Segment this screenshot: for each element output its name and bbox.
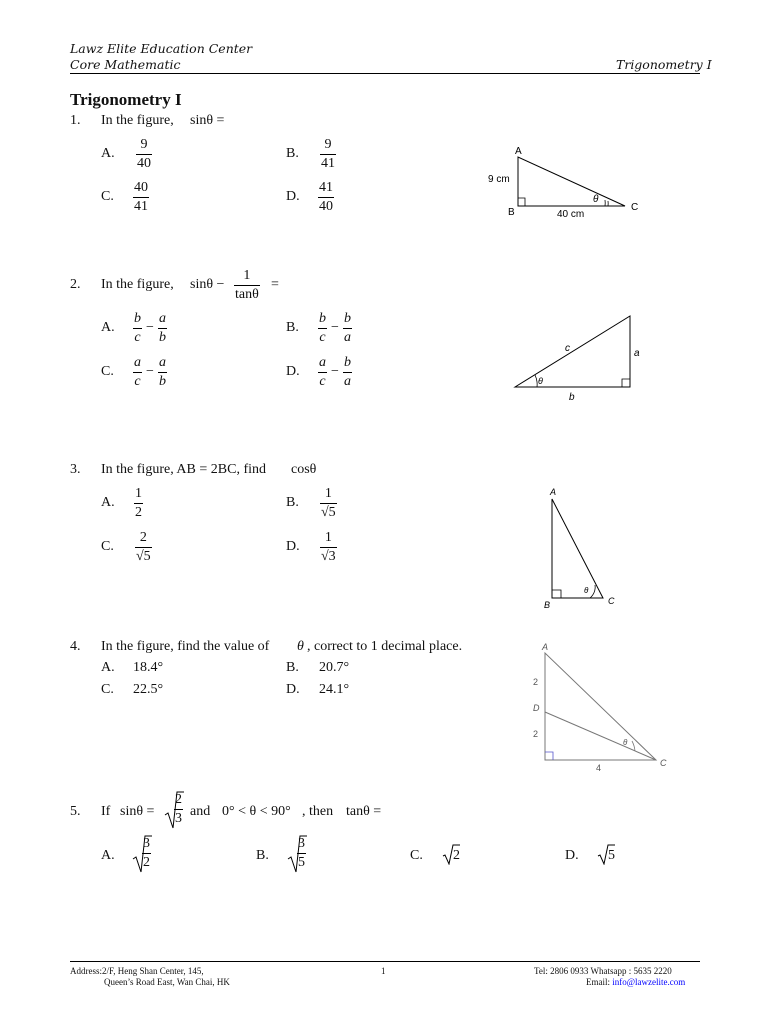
q2-triangle-figure: [505, 310, 655, 405]
q2-option-b-frac2: b a: [344, 311, 351, 345]
q2-option-a-op: −: [146, 320, 154, 335]
q3-option-d-label: D.: [286, 539, 300, 554]
q1-side-bc: 40 cm: [557, 209, 585, 220]
q2-number: 2.: [70, 277, 81, 292]
q2-option-c-frac2: a b: [159, 355, 166, 389]
page-title: Trigonometry I: [70, 90, 182, 109]
q5-option-d-label: D.: [565, 848, 579, 863]
q4-triangle-figure: [525, 638, 675, 773]
q1-option-a-label: A.: [101, 146, 115, 161]
q4-stem: In the figure, find the value of: [101, 639, 270, 654]
q4-option-b-label: B.: [286, 660, 299, 675]
q5-option-a-label: A.: [101, 848, 115, 863]
footer-address-line2: Queen’s Road East, Wan Chai, HK: [104, 977, 230, 987]
q2-side-a: a: [634, 348, 640, 359]
q1-angle-theta: θ: [593, 194, 599, 205]
q5-option-b: 3 5: [298, 836, 305, 870]
q2-side-c: c: [565, 343, 570, 354]
q5-option-d: 5: [608, 848, 615, 863]
q2-expr-right: =: [271, 277, 279, 292]
q3-option-a-label: A.: [101, 495, 115, 510]
q4-option-a-label: A.: [101, 660, 115, 675]
q3-number: 3.: [70, 462, 81, 477]
q3-expr: cosθ: [291, 462, 317, 477]
q5-number: 5.: [70, 804, 81, 819]
header-rule: [70, 73, 700, 74]
q2-option-d-frac1: a c: [319, 355, 326, 389]
q4-vertex-d: D: [533, 703, 540, 713]
q5-option-a: 3 2: [143, 836, 150, 870]
q2-option-d-label: D.: [286, 364, 300, 379]
q4-side-ad: 2: [533, 677, 539, 687]
q3-option-c: 2 √5: [136, 530, 151, 564]
q1-side-ab: 9 cm: [488, 174, 510, 185]
q4-option-d-label: D.: [286, 682, 300, 697]
q4-option-b: 20.7°: [319, 660, 350, 675]
q1-expr: sinθ =: [190, 113, 225, 128]
q4-side-bc: 4: [596, 763, 602, 773]
q4-number: 4.: [70, 639, 81, 654]
q5-option-c: 2: [453, 848, 460, 863]
footer-email-label: Email:: [586, 977, 610, 987]
q4-vertex-a: A: [542, 642, 549, 652]
q4-option-a: 18.4°: [133, 660, 164, 675]
q3-vertex-b: B: [544, 600, 551, 610]
q3-vertex-c: C: [608, 596, 615, 606]
q3-angle-theta: θ: [584, 586, 589, 595]
q3-option-b-label: B.: [286, 495, 299, 510]
q4-side-db: 2: [533, 729, 539, 739]
q2-option-b-frac1: b c: [319, 311, 326, 345]
q2-option-b-label: B.: [286, 320, 299, 335]
q3-option-d: 1 √3: [321, 530, 336, 564]
footer-phone: Tel: 2806 0933 Whatsapp : 5635 2220: [534, 966, 672, 976]
q1-vertex-c: C: [631, 202, 639, 213]
q1-vertex-b: B: [508, 207, 515, 218]
q2-angle-theta: θ: [538, 376, 543, 386]
q1-triangle-figure: [480, 140, 680, 225]
q5-then: , then: [302, 804, 334, 819]
q3-option-b: 1 √5: [321, 486, 336, 520]
q2-option-d-frac2: b a: [344, 355, 351, 389]
q4-stem-tail: , correct to 1 decimal place.: [307, 639, 463, 654]
q1-vertex-a: A: [515, 146, 522, 157]
q2-stem: In the figure,: [101, 277, 174, 292]
q4-option-c: 22.5°: [133, 682, 164, 697]
q4-theta: θ: [297, 639, 304, 654]
q2-expr-frac: 1 tanθ: [235, 268, 259, 302]
q1-option-c: 40 41: [134, 180, 148, 214]
q1-option-c-label: C.: [101, 189, 114, 204]
q1-number: 1.: [70, 113, 81, 128]
q2-option-a-frac1: b c: [134, 311, 141, 345]
q1-option-d: 41 40: [319, 180, 333, 214]
q5-and: and: [190, 804, 211, 819]
q2-option-c-label: C.: [101, 364, 114, 379]
footer-rule: [70, 961, 700, 962]
q2-option-c-op: −: [146, 364, 154, 379]
q3-option-c-label: C.: [101, 539, 114, 554]
footer-email: [586, 976, 685, 988]
q2-option-c-frac1: a c: [134, 355, 141, 389]
footer-email-link[interactable]: info@lawzelite.com: [612, 977, 686, 987]
q3-triangle-figure: [535, 482, 625, 612]
q3-option-a: 1 2: [135, 486, 142, 520]
q4-vertex-c: C: [660, 758, 667, 768]
q2-side-b: b: [569, 392, 575, 403]
q1-stem: In the figure,: [101, 113, 174, 128]
footer-page-number: 1: [381, 966, 386, 976]
q2-option-d-op: −: [331, 364, 339, 379]
course-name: Core Mathematic: [70, 57, 181, 72]
q5-condition: 0° < θ < 90°: [222, 804, 291, 819]
q4-angle-theta: θ: [623, 738, 628, 747]
q2-expr-left: sinθ −: [190, 277, 225, 292]
footer-address-line1: Address:2/F, Heng Shan Center, 145,: [70, 966, 204, 976]
q5-option-c-label: C.: [410, 848, 423, 863]
q4-option-c-label: C.: [101, 682, 114, 697]
q5-radicand: 2 3: [175, 792, 182, 826]
q3-stem: In the figure, AB = 2BC, find: [101, 462, 266, 477]
q1-option-a: 9 40: [137, 137, 151, 171]
q1-option-b: 9 41: [321, 137, 335, 171]
q5-option-b-label: B.: [256, 848, 269, 863]
q1-option-d-label: D.: [286, 189, 300, 204]
q5-rhs: tanθ =: [346, 804, 382, 819]
q4-option-d: 24.1°: [319, 682, 350, 697]
header-topic: Trigonometry I: [616, 57, 712, 72]
q2-option-b-op: −: [331, 320, 339, 335]
q5-if: If: [101, 804, 111, 819]
q5-lhs: sinθ =: [120, 804, 155, 819]
q1-option-b-label: B.: [286, 146, 299, 161]
q2-option-a-frac2: a b: [159, 311, 166, 345]
q3-vertex-a: A: [550, 487, 557, 497]
center-name: Lawz Elite Education Center: [70, 41, 253, 56]
q2-option-a-label: A.: [101, 320, 115, 335]
